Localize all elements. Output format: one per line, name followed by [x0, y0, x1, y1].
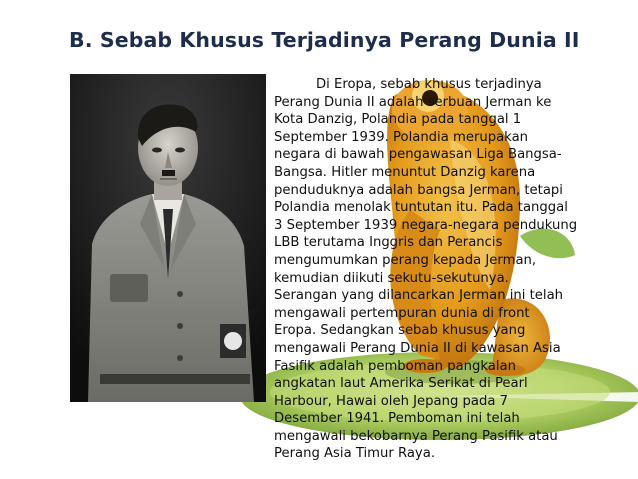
body-line: Serangan yang dilancarkan Jerman ini telah [274, 288, 564, 304]
body-line: Fasifik adalah pemboman pangkalan [274, 358, 516, 374]
body-line: Kota Danzig, Polandia pada tanggal 1 [274, 112, 522, 128]
body-line: Perang Dunia II adalah serbuan Jerman ke [274, 94, 552, 110]
body-line: mengumumkan perang kepada Jerman, [274, 252, 537, 268]
body-line: Bangsa. Hitler menuntut Danzig karena [274, 164, 536, 180]
body-line: negara di bawah pengawasan Liga Bangsa- [274, 147, 562, 163]
portrait-photo [70, 74, 266, 402]
body-line: Polandia menolak tuntutan itu. Pada tanggal [274, 200, 568, 216]
body-line: Desember 1941. Pemboman ini telah [274, 411, 520, 427]
body-line: 3 September 1939 negara-negara pendukung [274, 217, 578, 233]
body-line: angkatan laut Amerika Serikat di Pearl [274, 376, 528, 392]
body-line: penduduknya adalah bangsa Jerman, tetapi [274, 182, 563, 198]
body-line: Eropa. Sedangkan sebab khusus yang [274, 323, 526, 339]
body-line: mengawali bekobarnya Perang Pasifik atau [274, 428, 558, 444]
body-line: mengawali pertempuran dunia di front [274, 305, 530, 321]
body-line: Di Eropa, sebab khusus terjadinya [316, 77, 542, 92]
body-line: Perang Asia Timur Raya. [274, 446, 436, 462]
body-line: kemudian diikuti sekutu-sekutunya. [274, 270, 509, 286]
body-line: LBB terutama Inggris dan Perancis [274, 235, 503, 251]
body-line: mengawali Perang Dunia II di kawasan Asia [274, 340, 561, 356]
body-line: September 1939. Polandia merupakan [274, 129, 529, 145]
body-line: Harbour, Hawai oleh Jepang pada 7 [274, 393, 509, 409]
slide-title: B. Sebab Khusus Terjadinya Perang Dunia II [69, 28, 580, 52]
body-paragraph [274, 76, 634, 463]
